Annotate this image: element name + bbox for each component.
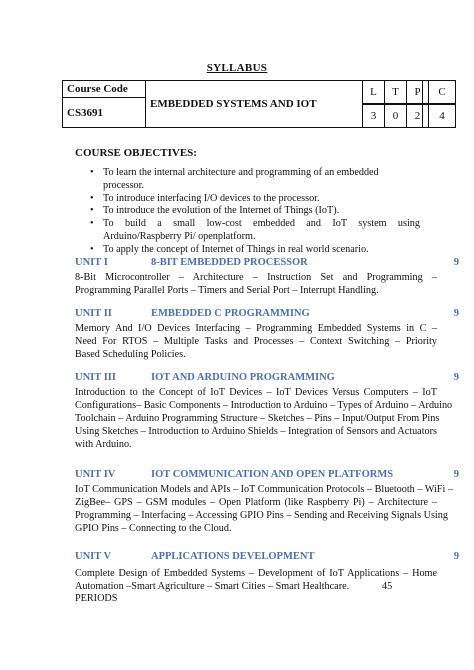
content-line: Introduction to the Concept of IoT Devices – IoT Devices Versus Computers – IoT <box>75 387 437 398</box>
unit-2-heading <box>75 308 459 322</box>
unit-hours: 9 <box>453 257 459 268</box>
objectives-title: COURSE OBJECTIVES: <box>75 147 197 159</box>
list-item: • To build a small low-cost embedded and IoT system using Arduino/Raspberry Pi/ openplatform. <box>90 218 420 244</box>
unit-2-content <box>75 322 437 361</box>
ltpc-header-c: C <box>428 80 456 104</box>
unit-number: UNIT I <box>75 257 108 268</box>
unit-number: UNIT III <box>75 372 116 383</box>
unit-hours: 9 <box>453 372 459 383</box>
unit-3-content <box>75 386 453 451</box>
unit-number: UNIT II <box>75 308 112 319</box>
objectives-list <box>90 167 420 257</box>
total-periods-count: 45 <box>382 581 393 592</box>
ltpc-header-p: P <box>406 80 429 104</box>
course-title: EMBEDDED SYSTEMS AND IOT <box>145 80 423 128</box>
content-line: Need For RTOS – Multiple Tasks and Processes – Context Switching – Priority <box>75 336 437 347</box>
unit-5-heading <box>75 551 459 565</box>
content-line: GPIO Pins – Connecting to the Cloud. <box>75 523 232 534</box>
content-line: Configurations– Basic Components – Introduction to Arduino – Types of Arduino – Arduino <box>75 400 453 411</box>
unit-title: IOT COMMUNICATION AND OPEN PLATFORMS <box>151 469 394 480</box>
list-item: • To apply the concept of Internet of Things in real world scenario. <box>90 244 420 257</box>
unit-hours: 9 <box>453 469 459 480</box>
ltpc-header-t: T <box>384 80 407 104</box>
unit-1-heading <box>75 257 459 271</box>
content-line: IoT Communication Models and APIs – IoT Communication Protocols – Bluetooth – WiFi – <box>75 484 453 495</box>
content-line: Programming Parallel Ports – Timers and Serial Port – Interrupt Handling. <box>75 285 379 296</box>
course-table <box>62 80 456 128</box>
list-item: • To learn the internal architecture and programming of an embedded processor. <box>90 167 420 193</box>
unit-4-content <box>75 483 453 535</box>
ltpc-value-l: 3 <box>362 104 385 128</box>
content-line: Based Scheduling Policies. <box>75 349 186 360</box>
unit-number: UNIT IV <box>75 469 116 480</box>
content-line: 8-Bit Microcontroller – Architecture – Instruction Set and Programming – <box>75 272 437 283</box>
unit-3-heading <box>75 372 459 386</box>
total-periods-label: PERIODS <box>75 593 118 604</box>
course-code: CS3691 <box>62 97 146 128</box>
course-code-header: Course Code <box>62 80 146 97</box>
content-line: Automation –Smart Agriculture – Smart Cities – Smart Healthcare. <box>75 581 350 592</box>
content-line: Programming – Interfacing – Accessing GPIO Pins – Sending and Receiving Signals Using <box>75 510 448 521</box>
unit-title: IOT AND ARDUINO PROGRAMMING <box>151 372 335 383</box>
ltpc-header-l: L <box>362 80 385 104</box>
unit-hours: 9 <box>453 308 459 319</box>
unit-hours: 9 <box>453 551 459 562</box>
ltpc-value-p: 2 <box>406 104 429 128</box>
unit-title: EMBEDDED C PROGRAMMING <box>151 308 310 319</box>
ltpc-value-c: 4 <box>428 104 456 128</box>
content-line: ZigBee– GPS – GSM modules – Open Platform (like Raspberry Pi) – Architecture – <box>75 497 437 508</box>
list-item: • To introduce the evolution of the Internet of Things (IoT). <box>90 205 420 218</box>
unit-4-heading <box>75 469 459 483</box>
ltpc-value-t: 0 <box>384 104 407 128</box>
content-line: Toolchain – Arduino Programming Structure – Sketches – Pins – Input/Output From Pins <box>75 413 440 424</box>
unit-title: APPLICATIONS DEVELOPMENT <box>151 551 315 562</box>
list-item: • To introduce interfacing I/O devices to the processor. <box>90 193 420 206</box>
unit-number: UNIT V <box>75 551 112 562</box>
content-line: Memory And I/O Devices Interfacing – Programming Embedded Systems in C – <box>75 323 437 334</box>
unit-title: 8-BIT EMBEDDED PROCESSOR <box>151 257 308 268</box>
content-line: with Arduino. <box>75 439 132 450</box>
syllabus-title: SYLLABUS <box>206 62 268 74</box>
unit-1-content <box>75 271 437 297</box>
content-line: Using Sketches – Introduction to Arduino Shields – Integration of Sensors and Actuators <box>75 426 437 437</box>
content-line: Complete Design of Embedded Systems – Development of IoT Applications – Home <box>75 568 437 579</box>
